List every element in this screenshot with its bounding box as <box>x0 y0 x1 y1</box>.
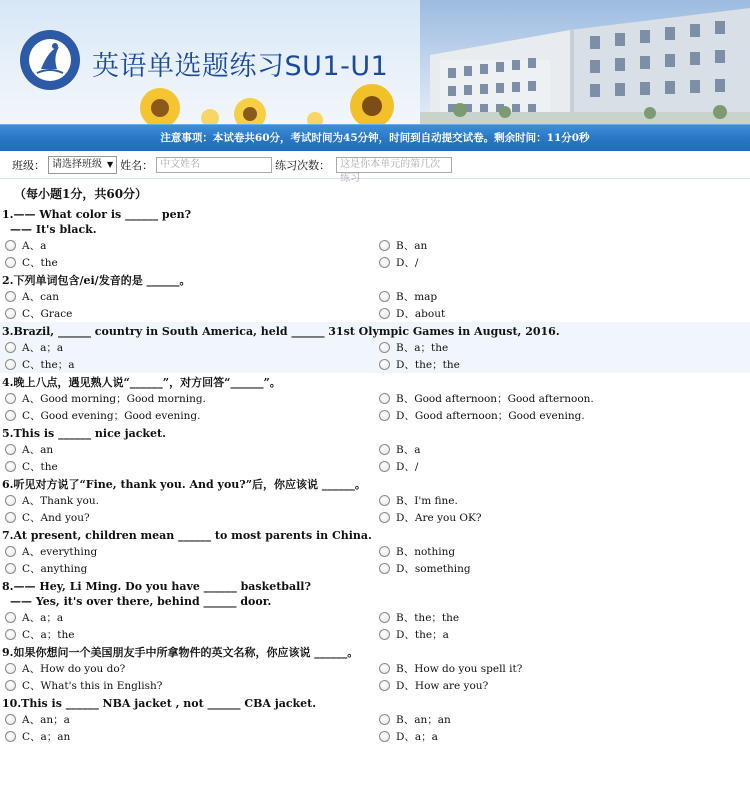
radio-button[interactable] <box>379 410 390 421</box>
question-text: 4.晚上八点，遇见熟人说“______”，对方回答“______”。 <box>2 376 281 389</box>
radio-button[interactable] <box>379 461 390 472</box>
option-label: A、How do you do? <box>22 663 126 675</box>
radio-button[interactable] <box>379 240 390 251</box>
question-item <box>0 475 750 526</box>
class-select[interactable] <box>48 156 117 174</box>
option-c[interactable] <box>2 560 376 577</box>
practice-times-input[interactable]: 这是你本单元的第几次练习 <box>336 157 452 173</box>
radio-button[interactable] <box>379 291 390 302</box>
option-label: C、a；the <box>22 629 75 641</box>
option-label: C、anything <box>22 563 88 575</box>
option-d[interactable] <box>376 305 750 322</box>
radio-button[interactable] <box>379 612 390 623</box>
option-d[interactable] <box>376 254 750 271</box>
question-item <box>0 373 750 424</box>
option-grid <box>2 492 750 526</box>
option-label: A、can <box>22 291 59 303</box>
option-label: C、the <box>22 461 58 473</box>
option-b[interactable] <box>376 339 750 356</box>
question-item <box>0 205 750 271</box>
option-b[interactable] <box>376 609 750 626</box>
option-d[interactable] <box>376 560 750 577</box>
option-label: D、Are you OK? <box>396 512 482 524</box>
option-grid <box>2 609 750 643</box>
option-grid <box>2 543 750 577</box>
option-label: A、an <box>22 444 54 456</box>
radio-button[interactable] <box>379 663 390 674</box>
option-c[interactable] <box>2 356 376 373</box>
option-b[interactable] <box>376 660 750 677</box>
option-a[interactable] <box>2 660 376 677</box>
class-label: 班级： <box>12 158 45 172</box>
radio-button[interactable] <box>379 563 390 574</box>
option-label: B、nothing <box>396 546 456 558</box>
option-c[interactable] <box>2 509 376 526</box>
option-label: C、the <box>22 257 58 269</box>
option-label: A、Good morning；Good morning. <box>22 393 206 405</box>
radio-button[interactable] <box>379 308 390 319</box>
option-a[interactable] <box>2 288 376 305</box>
option-label: A、a；a <box>22 342 64 354</box>
question-subtext: —— Yes, it's over there, behind ______ door. <box>10 595 272 608</box>
radio-button[interactable] <box>379 512 390 523</box>
radio-button[interactable] <box>379 257 390 268</box>
option-label: B、map <box>396 291 438 303</box>
option-a[interactable] <box>2 339 376 356</box>
option-a[interactable] <box>2 237 376 254</box>
option-a[interactable] <box>2 390 376 407</box>
radio-button[interactable] <box>5 342 16 353</box>
radio-button[interactable] <box>5 393 16 404</box>
option-label: C、Grace <box>22 308 73 320</box>
option-d[interactable] <box>376 458 750 475</box>
radio-button[interactable] <box>5 308 16 319</box>
radio-button[interactable] <box>5 546 16 557</box>
option-b[interactable] <box>376 492 750 509</box>
question-list <box>0 205 750 745</box>
option-a[interactable] <box>2 441 376 458</box>
option-label: C、a；an <box>22 731 71 743</box>
radio-button[interactable] <box>5 680 16 691</box>
option-grid <box>2 390 750 424</box>
question-text: 10.This is ______ NBA jacket , not ______ CBA jacket. <box>2 697 317 710</box>
score-note: （每小题1分，共60分） <box>14 187 148 201</box>
option-c[interactable] <box>2 626 376 643</box>
question-item <box>0 322 750 373</box>
question-item <box>0 577 750 643</box>
radio-button[interactable] <box>379 731 390 742</box>
option-label: D、the；a <box>396 629 449 641</box>
option-a[interactable] <box>2 711 376 728</box>
option-a[interactable] <box>2 609 376 626</box>
sunflower-decoration <box>100 78 400 124</box>
option-label: C、And you? <box>22 512 90 524</box>
option-label: A、a <box>22 240 47 252</box>
radio-button[interactable] <box>379 546 390 557</box>
option-label: D、How are you? <box>396 680 489 692</box>
option-d[interactable] <box>376 728 750 745</box>
radio-button[interactable] <box>5 257 16 268</box>
option-label: B、an <box>396 240 428 252</box>
radio-button[interactable] <box>5 291 16 302</box>
option-c[interactable] <box>2 728 376 745</box>
question-text: 9.如果你想问一个美国朋友手中所拿物件的英文名称，你应该说 ______。 <box>2 646 359 659</box>
page-title: 英语单选题练习SU1-U1 <box>92 51 389 82</box>
radio-button[interactable] <box>379 495 390 506</box>
student-info-row <box>0 151 750 184</box>
option-grid <box>2 711 750 745</box>
option-label: C、Good evening；Good evening. <box>22 410 201 422</box>
option-label: C、the；a <box>22 359 75 371</box>
school-logo <box>19 29 81 91</box>
radio-button[interactable] <box>5 629 16 640</box>
option-b[interactable] <box>376 543 750 560</box>
option-label: D、a；a <box>396 731 438 743</box>
option-b[interactable] <box>376 711 750 728</box>
option-d[interactable] <box>376 626 750 643</box>
option-label: B、I'm fine. <box>396 495 458 507</box>
option-label: A、a；a <box>22 612 64 624</box>
radio-button[interactable] <box>5 495 16 506</box>
times-label: 练习次数： <box>275 158 331 172</box>
question-item <box>0 424 750 475</box>
option-label: B、the；the <box>396 612 460 624</box>
class-select-value: 请选择班级 <box>52 158 102 170</box>
radio-button[interactable] <box>5 240 16 251</box>
option-grid <box>2 237 750 271</box>
building-image <box>420 0 750 124</box>
radio-button[interactable] <box>5 563 16 574</box>
radio-button[interactable] <box>379 629 390 640</box>
radio-button[interactable] <box>5 410 16 421</box>
radio-button[interactable] <box>5 714 16 725</box>
question-item <box>0 694 750 745</box>
question-text: 1.—— What color is ______ pen? <box>2 208 192 221</box>
option-d[interactable] <box>376 509 750 526</box>
radio-button[interactable] <box>379 680 390 691</box>
option-d[interactable] <box>376 407 750 424</box>
header-banner <box>0 0 750 124</box>
option-d[interactable] <box>376 677 750 694</box>
question-text: 2.下列单词包含/ei/发音的是 ______。 <box>2 274 191 287</box>
question-text: 8.—— Hey, Li Ming. Do you have ______ basketball? <box>2 580 311 593</box>
radio-button[interactable] <box>379 342 390 353</box>
option-grid <box>2 288 750 322</box>
building-photo <box>420 0 750 124</box>
option-c[interactable] <box>2 254 376 271</box>
option-label: B、a <box>396 444 421 456</box>
option-label: D、/ <box>396 461 419 473</box>
option-b[interactable] <box>376 390 750 407</box>
question-text: 6.听见对方说了“Fine, thank you. And you?”后，你应该说 ______。 <box>2 478 366 491</box>
option-b[interactable] <box>376 288 750 305</box>
question-text: 5.This is ______ nice jacket. <box>2 427 166 440</box>
option-label: C、What's this in English? <box>22 680 163 692</box>
option-d[interactable] <box>376 356 750 373</box>
option-grid <box>2 339 750 373</box>
name-input[interactable]: 中文姓名 <box>156 157 272 173</box>
radio-button[interactable] <box>5 612 16 623</box>
option-c[interactable] <box>2 677 376 694</box>
radio-button[interactable] <box>5 512 16 523</box>
radio-button[interactable] <box>379 714 390 725</box>
option-c[interactable] <box>2 458 376 475</box>
option-label: D、Good afternoon；Good evening. <box>396 410 585 422</box>
question-text: 7.At present, children mean ______ to most parents in China. <box>2 529 372 542</box>
option-b[interactable] <box>376 237 750 254</box>
option-c[interactable] <box>2 407 376 424</box>
option-label: D、the；the <box>396 359 460 371</box>
question-item <box>0 643 750 694</box>
radio-button[interactable] <box>5 444 16 455</box>
option-label: B、How do you spell it? <box>396 663 523 675</box>
option-a[interactable] <box>2 543 376 560</box>
option-label: D、something <box>396 563 471 575</box>
option-label: A、Thank you. <box>22 495 99 507</box>
question-item <box>0 526 750 577</box>
option-label: A、an；a <box>22 714 70 726</box>
option-label: B、a；the <box>396 342 449 354</box>
radio-button[interactable] <box>379 359 390 370</box>
dropdown-arrow-icon: ▼ <box>107 159 114 169</box>
option-grid <box>2 660 750 694</box>
radio-button[interactable] <box>5 461 16 472</box>
option-c[interactable] <box>2 305 376 322</box>
question-subtext: —— It's black. <box>10 223 97 236</box>
option-label: D、/ <box>396 257 419 269</box>
option-a[interactable] <box>2 492 376 509</box>
option-b[interactable] <box>376 441 750 458</box>
question-text: 3.Brazil, ______ country in South America, held ______ 31st Olympic Games in August, 2016. <box>2 325 560 338</box>
option-label: A、everything <box>22 546 98 558</box>
question-item <box>0 271 750 322</box>
radio-button[interactable] <box>5 731 16 742</box>
option-label: B、Good afternoon；Good afternoon. <box>396 393 594 405</box>
radio-button[interactable] <box>379 393 390 404</box>
name-label: 姓名： <box>120 158 154 172</box>
option-grid <box>2 441 750 475</box>
option-label: D、about <box>396 308 446 320</box>
radio-button[interactable] <box>379 444 390 455</box>
radio-button[interactable] <box>5 663 16 674</box>
option-label: B、an；an <box>396 714 451 726</box>
radio-button[interactable] <box>5 359 16 370</box>
exam-notice-bar: 注意事项：本试卷共60分，考试时间为45分钟，时间到自动提交试卷。剩余时间：11分0秒 <box>0 124 750 151</box>
